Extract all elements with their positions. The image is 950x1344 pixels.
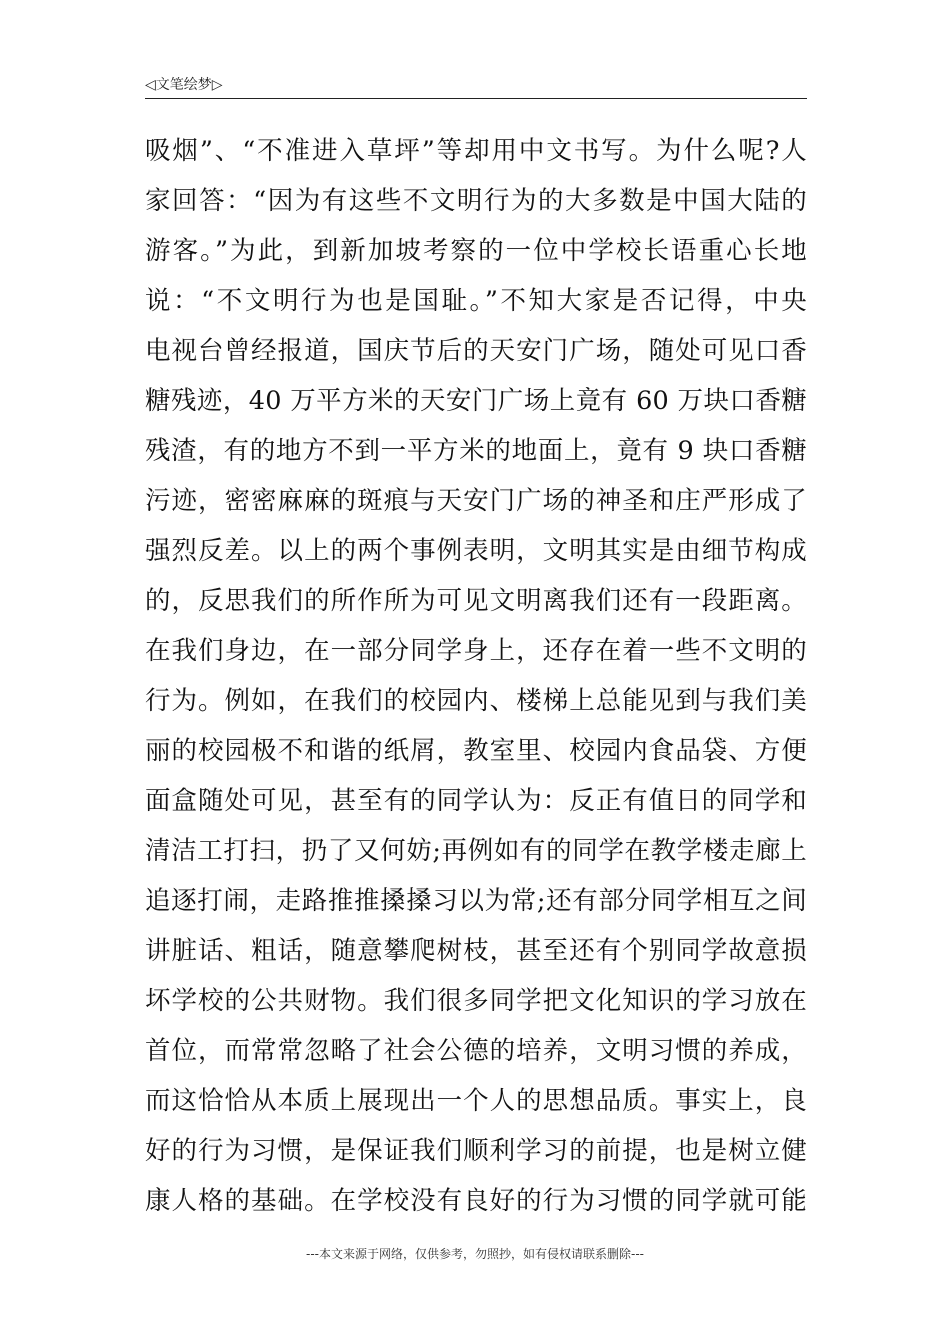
body-line: 坏学校的公共财物。我们很多同学把文化知识的学习放在 (145, 986, 807, 1016)
body-line: 残渣，有的地方不到一平方米的地面上，竟有 9 块口香糖 (145, 436, 807, 466)
body-line: 而这恰恰从本质上展现出一个人的思想品质。事实上，良 (145, 1086, 807, 1116)
body-line: 的，反思我们的所作所为可见文明离我们还有一段距离。 (145, 586, 807, 616)
body-line: 面盒随处可见，甚至有的同学认为：反正有值日的同学和 (145, 786, 807, 816)
body-line: 强烈反差。以上的两个事例表明，文明其实是由细节构成 (145, 536, 807, 566)
page-footer: ---本文来源于网络，仅供参考，勿照抄，如有侵权请联系删除--- (306, 1247, 644, 1261)
body-line: 在我们身边，在一部分同学身上，还存在着一些不文明的 (145, 636, 807, 666)
body-line: 好的行为习惯，是保证我们顺利学习的前提，也是树立健 (145, 1136, 807, 1166)
document-body (145, 126, 807, 1226)
body-line: 丽的校园极不和谐的纸屑，教室里、校园内食品袋、方便 (145, 736, 807, 766)
body-line: 清洁工打扫，扔了又何妨;再例如有的同学在教学楼走廊上 (145, 836, 807, 866)
body-line: 电视台曾经报道，国庆节后的天安门广场，随处可见口香 (145, 336, 807, 366)
body-line: 糖残迹，40 万平方米的天安门广场上竟有 60 万块口香糖 (145, 386, 807, 416)
body-line: 行为。例如，在我们的校园内、楼梯上总能见到与我们美 (145, 686, 807, 716)
body-line: 讲脏话、粗话，随意攀爬树枝，甚至还有个别同学故意损 (145, 936, 807, 966)
body-line: 污迹，密密麻麻的斑痕与天安门广场的神圣和庄严形成了 (145, 486, 807, 516)
body-line: 吸烟”、“不准进入草坪”等却用中文书写。为什么呢?人 (145, 136, 807, 166)
page-header (145, 70, 807, 99)
body-line: 追逐打闹，走路推推搡搡习以为常;还有部分同学相互之间 (145, 886, 807, 916)
body-line: 说：“不文明行为也是国耻。”不知大家是否记得，中央 (145, 286, 807, 316)
body-line: 游客。”为此，到新加坡考察的一位中学校长语重心长地 (145, 236, 807, 266)
header-title: ◁文笔绘梦▷ (145, 77, 223, 93)
body-line: 康人格的基础。在学校没有良好的行为习惯的同学就可能 (145, 1186, 807, 1216)
body-line: 首位，而常常忽略了社会公德的培养，文明习惯的养成， (145, 1036, 807, 1066)
body-line: 家回答：“因为有这些不文明行为的大多数是中国大陆的 (145, 186, 807, 216)
